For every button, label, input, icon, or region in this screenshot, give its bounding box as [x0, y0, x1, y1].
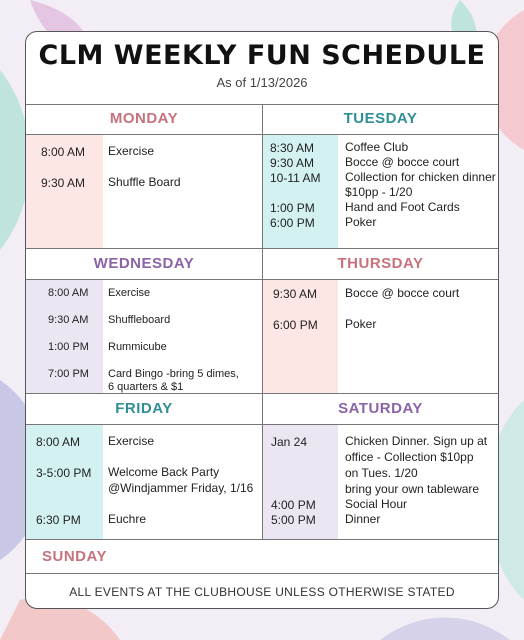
- wednesday-event-2-desc: Shuffleboard: [108, 314, 171, 326]
- monday-event-2-desc: Shuffle Board: [108, 175, 181, 189]
- tuesday-section: [263, 135, 498, 248]
- thursday-event-2-desc: Poker: [345, 317, 377, 331]
- row-divider-1: [26, 248, 498, 249]
- thursday-heading: THURSDAY: [263, 249, 498, 280]
- wednesday-event-3-desc: Rummicube: [108, 341, 167, 353]
- saturday-event-2-time: 4:00 PM: [271, 498, 316, 512]
- tuesday-event-3-desc-line2: $10pp - 1/20: [345, 185, 413, 199]
- wednesday-section: [26, 280, 262, 393]
- sunday-heading: SUNDAY: [26, 540, 498, 574]
- saturday-event-3-time: 5:00 PM: [271, 513, 316, 527]
- wednesday-event-2-time: 9:30 AM: [48, 314, 89, 326]
- schedule-card: [25, 31, 499, 609]
- friday-section: [26, 425, 262, 539]
- friday-heading: FRIDAY: [26, 394, 262, 425]
- monday-event-1-desc: Exercise: [108, 144, 155, 158]
- wednesday-event-3-time: 1:00 PM: [48, 341, 89, 353]
- tuesday-event-1-desc: Coffee Club: [345, 140, 409, 154]
- saturday-event-1-time: Jan 24: [271, 435, 308, 449]
- saturday-event-1-desc: Chicken Dinner. Sign up at: [345, 434, 488, 448]
- wednesday-event-4-time: 7:00 PM: [48, 368, 89, 380]
- friday-event-2-time: 3-5:00 PM: [36, 466, 92, 480]
- friday-event-2-desc: Welcome Back Party: [108, 465, 220, 479]
- friday-event-3-desc: Euchre: [108, 512, 147, 526]
- saturday-event-3-desc: Dinner: [345, 512, 381, 526]
- tuesday-event-4-desc: Hand and Foot Cards: [345, 200, 460, 214]
- tuesday-event-3-desc: Collection for chicken dinner: [345, 170, 496, 184]
- tuesday-event-5-time: 6:00 PM: [270, 216, 315, 230]
- thursday-event-1-time: 9:30 AM: [273, 287, 318, 301]
- wednesday-event-1-time: 8:00 AM: [48, 287, 89, 299]
- row-divider-2: [26, 393, 498, 394]
- thursday-event-2-time: 6:00 PM: [273, 318, 318, 332]
- wednesday-event-4-desc-line2: 6 quarters & $1: [108, 381, 184, 393]
- footer-note: ALL EVENTS AT THE CLUBHOUSE UNLESS OTHERWISE STATED: [69, 585, 455, 599]
- saturday-section: [263, 425, 498, 539]
- saturday-event-1-desc-line3: on Tues. 1/20: [345, 466, 418, 480]
- saturday-heading: SATURDAY: [263, 394, 498, 425]
- tuesday-event-5-desc: Poker: [345, 215, 377, 229]
- tuesday-event-1-time: 8:30 AM: [270, 141, 315, 155]
- friday-event-1-desc: Exercise: [108, 434, 155, 448]
- friday-event-1-time: 8:00 AM: [36, 435, 81, 449]
- friday-event-3-time: 6:30 PM: [36, 513, 81, 527]
- monday-section: [26, 135, 262, 248]
- saturday-event-2-desc: Social Hour: [345, 497, 408, 511]
- wednesday-event-4-desc: Card Bingo -bring 5 dimes,: [108, 368, 239, 380]
- tuesday-event-3-time: 10-11 AM: [270, 171, 321, 185]
- tuesday-event-2-desc: Bocce @ bocce court: [345, 155, 460, 169]
- monday-event-1-time: 8:00 AM: [41, 145, 86, 159]
- friday-event-2-desc-line2: @Windjammer Friday, 1/16: [108, 481, 254, 495]
- as-of-date: As of 1/13/2026: [216, 75, 308, 90]
- wednesday-heading: WEDNESDAY: [26, 249, 262, 280]
- saturday-event-1-desc-line4: bring your own tableware: [345, 482, 480, 496]
- monday-event-2-time: 9:30 AM: [41, 176, 86, 190]
- tuesday-heading: TUESDAY: [263, 104, 498, 135]
- saturday-event-1-desc-line2: office - Collection $10pp: [345, 450, 474, 464]
- wednesday-event-1-desc: Exercise: [108, 287, 151, 299]
- schedule-header: [26, 32, 498, 105]
- page-title: CLM WEEKLY FUN SCHEDULE: [38, 40, 486, 71]
- monday-heading: MONDAY: [26, 104, 262, 135]
- center-divider: [262, 104, 263, 540]
- thursday-event-1-desc: Bocce @ bocce court: [345, 286, 460, 300]
- thursday-section: [263, 280, 498, 393]
- row-divider-3: [26, 539, 498, 540]
- tuesday-event-4-time: 1:00 PM: [270, 201, 315, 215]
- tuesday-event-2-time: 9:30 AM: [270, 156, 315, 170]
